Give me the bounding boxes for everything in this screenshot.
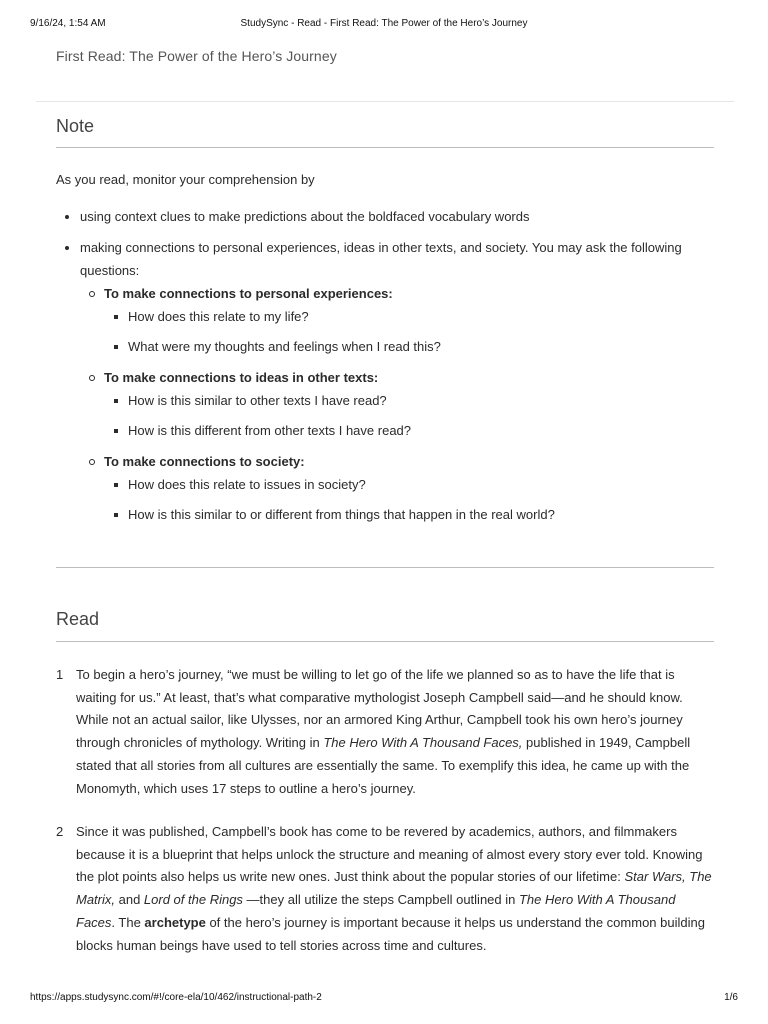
list-item-text: using context clues to make predictions about the boldfaced vocabulary words: [80, 209, 530, 224]
list-item-text: making connections to personal experiences, ideas in other texts, and society. You may ask the following questions:: [80, 240, 682, 278]
connection-group: [80, 366, 716, 442]
print-url: https://apps.studysync.com/#!/core-ela/10/462/instructional-path-2: [30, 992, 322, 1003]
print-document-title: StudySync - Read - First Read: The Power of the Hero’s Journey: [240, 18, 528, 29]
print-footer: [0, 992, 768, 1008]
title-reference: Star Wars, The Matrix,: [76, 869, 712, 908]
text-run: Since it was published, Campbell’s book has come to be revered by academics, authors, and filmmakers because it is a blueprint that helps unlock the structure and meaning of almost every story ever told. Knowing the plot points also helps us write new ones. Just think about the popular stories of our lifetime:: [76, 824, 703, 885]
group-heading: To make connections to ideas in other texts:: [104, 370, 379, 385]
paragraph-text: [76, 821, 716, 957]
text-run: . The: [111, 914, 145, 930]
read-heading: Read: [56, 609, 100, 629]
group-heading: To make connections to society:: [104, 454, 305, 469]
print-date: 9/16/24, 1:54 AM: [30, 18, 106, 29]
list-item: [56, 205, 716, 228]
question-list: [104, 473, 716, 526]
question-list: [104, 389, 716, 442]
read-heading-divider: [56, 641, 714, 642]
title-reference: The Hero With A Thousand Faces,: [323, 735, 523, 751]
connection-group: [80, 282, 716, 358]
question-list: [104, 305, 716, 358]
paragraph-number: 2: [56, 824, 64, 839]
note-heading: Note: [56, 116, 95, 136]
question-item: How is this similar to other texts I have read?: [104, 389, 716, 412]
note-bullet-list: [56, 205, 716, 534]
question-item: How is this different from other texts I have read?: [104, 419, 716, 442]
title-reference: Lord of the Rings: [143, 892, 243, 908]
vocabulary-word: archetype: [144, 914, 206, 930]
print-header: [0, 18, 768, 34]
note-bottom-divider: [56, 567, 714, 568]
page-title: First Read: The Power of the Hero’s Journey: [56, 48, 337, 64]
text-run: —they all utilize the steps Campbell outlined in: [242, 892, 519, 908]
list-item: [56, 236, 716, 526]
question-item: What were my thoughts and feelings when I read this?: [104, 335, 716, 358]
question-item: How does this relate to my life?: [104, 305, 716, 328]
print-page-number: 1/6: [724, 992, 738, 1003]
text-run: published in 1949, Campbell stated that all stories from all cultures are essentially the same. To exemplify this idea, he came up with the Monomyth, which uses 17 steps to outline a hero’s journey.: [76, 735, 691, 796]
paragraph: [56, 664, 716, 800]
paragraph-number: 1: [56, 667, 64, 682]
connection-group: [80, 450, 716, 526]
text-run: To begin a hero’s journey, “we must be willing to let go of the life we planned so as to have the life that is waiting for us.” At least, that’s what comparative mythologist Joseph Campbell said—and he should know. While not an actual sailor, like Ulysses, nor an armored King Arthur, Campbell took his own hero’s journey through chronicles of mythology. Writing in: [76, 667, 683, 751]
header-divider: [36, 101, 734, 102]
paragraph-text: [76, 664, 716, 800]
connection-groups: [80, 282, 716, 526]
title-reference: The Hero With A Thousand Faces: [76, 892, 676, 930]
paragraph: [56, 821, 716, 957]
text-run: of the hero’s journey is important because it helps us understand the common building blocks human beings have used to tell stories across time and cultures.: [76, 914, 705, 953]
text-run: and: [115, 892, 144, 908]
group-heading: To make connections to personal experiences:: [104, 286, 393, 301]
note-intro: As you read, monitor your comprehension by: [56, 172, 315, 187]
note-heading-divider: [56, 147, 714, 148]
question-item: How does this relate to issues in society?: [104, 473, 716, 496]
question-item: How is this similar to or different from things that happen in the real world?: [104, 503, 716, 526]
